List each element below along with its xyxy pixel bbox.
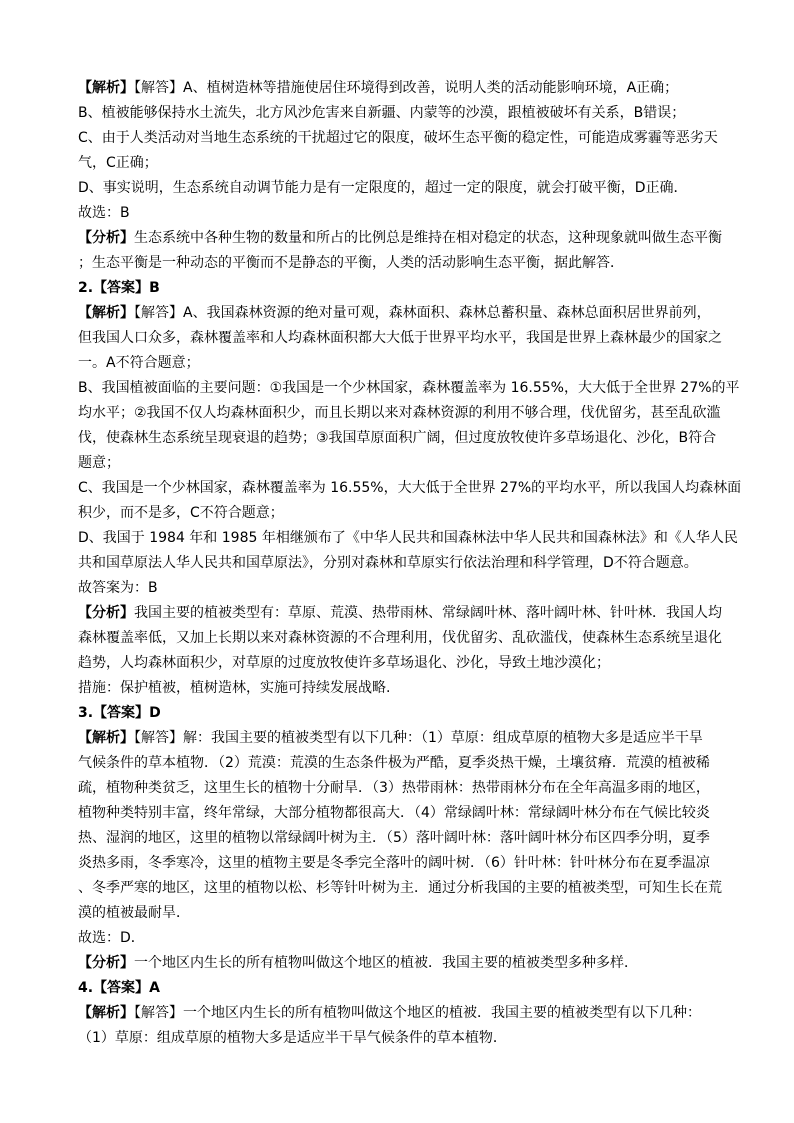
- line-text: 一个地区内生长的所有植物叫做这个地区的植被．我国主要的植被类型多种多样．: [134, 955, 638, 971]
- text-line: [78, 951, 718, 976]
- line-text: 植物种类特别丰富，终年常绿，大部分植物都很高大．（4）常绿阔叶林：常绿阔叶林分布在气候比较炎: [78, 805, 710, 821]
- line-text: 热、湿润的地区，这里的植物以常绿阔叶树为主．（5）落叶阔叶林：落叶阔叶林分布区四季分明，夏季: [78, 830, 710, 846]
- text-line: [78, 76, 718, 101]
- line-text: ；生态平衡是一种动态的平衡而不是静态的平衡，人类的活动影响生态平衡，据此解答．: [78, 255, 624, 271]
- line-text: 一。A不符合题意；: [78, 355, 200, 371]
- document-page: [78, 76, 742, 1051]
- line-text: 气，C正确；: [78, 155, 158, 171]
- text-line: [78, 926, 718, 951]
- line-text: C、我国是一个少林国家，森林覆盖率为 16.55%，大大低于全世界 27%的平均水平，所以我国人均森林面: [78, 480, 742, 496]
- answer-heading: [78, 701, 718, 726]
- line-text: （1）草原：组成草原的植物大多是适应半干旱气候条件的草本植物．: [78, 1030, 507, 1046]
- answer-value: D: [149, 705, 161, 721]
- answer-value: A: [149, 980, 160, 996]
- line-text: 题意；: [78, 455, 120, 471]
- text-line: [78, 201, 718, 226]
- text-line: [78, 476, 742, 501]
- text-line: [78, 226, 722, 251]
- line-text: 伐，使森林生态系统呈现衰退的趋势；③我国草原面积广阔，但过度放牧使许多草场退化、沙化，B符合: [78, 430, 717, 446]
- line-text: 措施：保护植被，植树造林，实施可持续发展战略.: [78, 680, 391, 696]
- text-line: [78, 551, 718, 576]
- text-line: [78, 151, 718, 176]
- answer-heading: [78, 976, 718, 1001]
- text-line: [78, 676, 718, 701]
- line-text: B、植被能够保持水土流失，北方风沙危害来自新疆、内蒙等的沙漠，跟植被破坏有关系，B错误；: [78, 105, 686, 121]
- line-text: D、事实说明，生态系统自动调节能力是有一定限度的，超过一定的限度，就会打破平衡，D正确．: [78, 180, 688, 196]
- line-text: 积少，而不是多，C不符合题意；: [78, 505, 284, 521]
- line-text: 森林覆盖率低，又加上长期以来对森林资源的不合理利用，伐优留劣、乱砍滥伐，使森林生态系统呈退化: [78, 630, 722, 646]
- text-line: [78, 251, 718, 276]
- text-line: [78, 301, 718, 326]
- text-line: [78, 326, 722, 351]
- line-text: C、由于人类活动对当地生态系统的干扰超过它的限度，破坏生态平衡的稳定性，可能造成雾霾等恶劣天: [78, 130, 718, 146]
- text-line: [78, 801, 718, 826]
- line-text: 故答案为：B: [78, 580, 158, 596]
- text-line: [78, 826, 718, 851]
- label-answer: 4.【答案】: [78, 980, 150, 996]
- text-line: [78, 851, 718, 876]
- label-summary: 【分析】: [78, 605, 134, 621]
- text-line: [78, 451, 718, 476]
- line-text: B、我国植被面临的主要问题：①我国是一个少林国家，森林覆盖率为 16.55%，大大低于全世界 27%的平: [78, 380, 740, 396]
- text-line: [78, 401, 721, 426]
- text-line: [78, 751, 718, 776]
- text-line: [78, 651, 718, 676]
- line-text: 生态系统中各种生物的数量和所占的比例总是维持在相对稳定的状态，这种现象就叫做生态平衡: [134, 230, 722, 246]
- line-text: 漠的植被最耐旱．: [78, 905, 190, 921]
- text-line: [78, 1026, 718, 1051]
- line-text: 气候条件的草本植物．（2）荒漠：荒漠的生态条件极为严酷，夏季炎热干燥，土壤贫瘠．荒漠的植被稀: [78, 755, 710, 771]
- text-line: [78, 576, 718, 601]
- line-text: 【解答】解：我国主要的植被类型有以下几种：（1）草原：组成草原的植物大多是适应半干旱: [134, 730, 703, 746]
- line-text: 故选：B: [78, 205, 130, 221]
- text-line: [78, 901, 718, 926]
- line-text: 、冬季严寒的地区，这里的植物以松、杉等针叶树为主．通过分析我国的主要的植被类型，可知生长在荒: [78, 880, 722, 896]
- text-line: [78, 876, 722, 901]
- answer-heading: [78, 276, 718, 301]
- text-line: [78, 101, 718, 126]
- label-analysis: 【解析】: [78, 80, 134, 96]
- text-line: [78, 726, 718, 751]
- line-text: 【解答】A、我国森林资源的绝对量可观，森林面积、森林总蓄积量、森林总面积居世界前列，: [134, 305, 711, 321]
- label-analysis: 【解析】: [78, 1005, 134, 1021]
- text-line: [78, 376, 740, 401]
- text-line: [78, 626, 722, 651]
- text-line: [78, 601, 722, 626]
- text-line: [78, 426, 718, 451]
- label-answer: 3.【答案】: [78, 705, 150, 721]
- line-text: 【解答】A、植树造林等措施使居住环境得到改善，说明人类的活动能影响环境，A正确；: [134, 80, 679, 96]
- line-text: 我国主要的植被类型有：草原、荒漠、热带雨林、常绿阔叶林、落叶阔叶林、针叶林．我国人均: [134, 605, 722, 621]
- label-answer: 2.【答案】: [78, 280, 150, 296]
- label-analysis: 【解析】: [78, 730, 134, 746]
- text-line: [78, 176, 718, 201]
- line-text: 但我国人口众多，森林覆盖率和人均森林面积都大大低于世界平均水平，我国是世界上森林最少的国家之: [78, 330, 722, 346]
- line-text: 共和国草原法人华人民共和国草原法》，分别对森林和草原实行依法治理和科学管理，D不符合题意。: [78, 555, 698, 571]
- text-line: [78, 351, 718, 376]
- text-line: [78, 501, 718, 526]
- text-line: [78, 1001, 718, 1026]
- label-summary: 【分析】: [78, 230, 134, 246]
- line-text: D、我国于 1984 年和 1985 年相继颁布了《中华人民共和国森林法中华人民共和国森林法》和《人华人民: [78, 530, 738, 546]
- line-text: 疏，植物种类贫乏，这里生长的植物十分耐旱．（3）热带雨林：热带雨林分布在全年高温多雨的地区，: [78, 780, 710, 796]
- label-analysis: 【解析】: [78, 305, 134, 321]
- line-text: 趋势，人均森林面积少，对草原的过度放牧使许多草场退化、沙化，导致土地沙漠化；: [78, 655, 610, 671]
- line-text: 故选：D．: [78, 930, 145, 946]
- text-line: [78, 126, 718, 151]
- line-text: 【解答】一个地区内生长的所有植物叫做这个地区的植被．我国主要的植被类型有以下几种：: [134, 1005, 701, 1021]
- line-text: 炎热多雨，冬季寒冷，这里的植物主要是冬季完全落叶的阔叶树．（6）针叶林：针叶林分布在夏季温凉: [78, 855, 710, 871]
- answer-value: B: [149, 280, 160, 296]
- text-line: [78, 776, 718, 801]
- text-line: [78, 526, 738, 551]
- line-text: 均水平；②我国不仅人均森林面积少，而且长期以来对森林资源的利用不够合理，伐优留劣，甚至乱砍滥: [78, 405, 721, 421]
- label-summary: 【分析】: [78, 955, 134, 971]
